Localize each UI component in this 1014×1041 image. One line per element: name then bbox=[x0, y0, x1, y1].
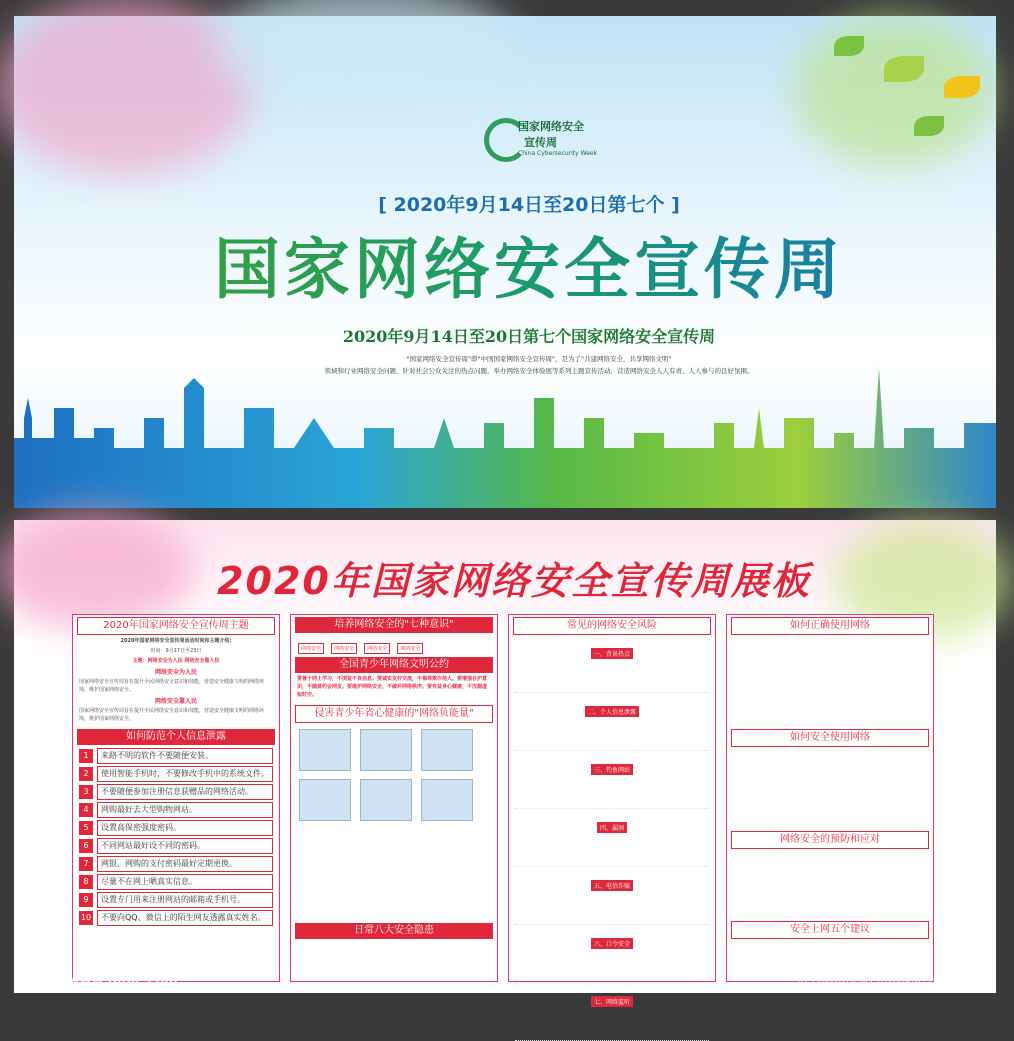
illustration-image bbox=[360, 729, 412, 771]
tip-row bbox=[79, 873, 273, 890]
chip: 网络安全 bbox=[397, 643, 423, 654]
risk-text-block bbox=[515, 1010, 709, 1041]
risk-subheading-label: 六、口令安全 bbox=[591, 938, 633, 949]
risk-subheading bbox=[509, 641, 715, 660]
tip-row bbox=[79, 747, 273, 764]
negative-energy-blocks bbox=[297, 727, 491, 827]
tip-number: 6 bbox=[79, 839, 93, 853]
tip-number: 7 bbox=[79, 857, 93, 871]
tip-row bbox=[79, 855, 273, 872]
tip-text: 设置专门用来注册网站的邮箱或手机号。 bbox=[97, 892, 273, 908]
watercolor-pink bbox=[0, 0, 254, 176]
tip-number: 1 bbox=[79, 749, 93, 763]
theme-paragraph: 国家网络安全宣传周旨在提升全民网络安全意识和技能，营造安全健康文明的网络环境，维护国家网络安全。 bbox=[79, 708, 265, 722]
leaf-icon bbox=[914, 116, 944, 136]
leaf-icon bbox=[944, 76, 980, 98]
risk-text-block bbox=[515, 720, 709, 751]
risk-subheading-label: 七、网络监听 bbox=[591, 996, 633, 1007]
youth-pledge-text: 要善于网上学习，不浏览不良信息。要诚实友好交流，不侮辱欺诈他人。要增强自护意识，不随意约会网友。要维护网络安全，不破坏网络秩序。要有益身心健康，不沉溺虚拟时空。 bbox=[297, 676, 488, 698]
sub-heading: 网络安全靠人民 bbox=[154, 698, 197, 705]
risk-text-block bbox=[515, 662, 709, 693]
chip: 网络安全 bbox=[298, 643, 324, 654]
bottom-banner bbox=[14, 520, 996, 1006]
illustration-image bbox=[421, 729, 473, 771]
usage-text-block bbox=[727, 851, 933, 919]
risk-text-block bbox=[515, 894, 709, 925]
theme-slogan: 主题：网络安全为人民 网络安全靠人民 bbox=[132, 658, 220, 664]
privacy-tips-list bbox=[73, 747, 279, 926]
risk-text-block bbox=[515, 778, 709, 809]
tip-text: 不要向QQ、微信上的陌生网友透露真实姓名。 bbox=[97, 910, 273, 926]
illustration-image bbox=[299, 779, 351, 821]
tip-row bbox=[79, 765, 273, 782]
risk-subheading bbox=[509, 873, 715, 892]
description-line2: 领域和行业网络安全问题，针对社会公众关注的热点问题，举办网络安全体验展等系列主题宣传活动，营造网络安全人人有责、人人参与的良好氛围。 bbox=[324, 367, 754, 375]
risk-subheading bbox=[509, 931, 715, 950]
panel-risks bbox=[508, 614, 716, 1006]
panel-theme-header: 2020年国家网络安全宣传周主题 bbox=[77, 617, 275, 635]
illustration-image bbox=[299, 729, 351, 771]
risk-subheading bbox=[509, 757, 715, 776]
privacy-header: 如何防范个人信息泄露 bbox=[77, 729, 275, 745]
chip-row bbox=[297, 635, 491, 655]
tip-row bbox=[79, 909, 273, 926]
theme-intro: 2020年国家网络安全宣传周活动时间和主题介绍: bbox=[120, 638, 232, 644]
tip-text: 网购最好去大型购物网站。 bbox=[97, 802, 273, 818]
risk-subheading bbox=[509, 815, 715, 834]
usage-text-block bbox=[727, 749, 933, 829]
tip-text: 设置高保密强度密码。 bbox=[97, 820, 273, 836]
tip-text: 使用智能手机时，不要修改手机中的系统文件。 bbox=[97, 766, 273, 782]
sub-heading: 网络安全为人民 bbox=[154, 669, 197, 676]
youth-pledge-header: 全国青少年网络文明公约 bbox=[295, 657, 493, 673]
theme-paragraph: 国家网络安全宣传周旨在提升全民网络安全意识和技能，营造安全健康文明的网络环境，维护国家网络安全。 bbox=[79, 679, 265, 693]
usage-text-block bbox=[727, 637, 933, 727]
logo-english: China Cybersecurity Week bbox=[518, 150, 598, 157]
tip-text: 不同网站最好设不同的密码。 bbox=[97, 838, 273, 854]
main-title: 国家网络安全宣传周 bbox=[134, 216, 924, 311]
tip-row bbox=[79, 783, 273, 800]
watermark: 昵图网 www.nipic.com bbox=[24, 974, 178, 989]
tip-number: 2 bbox=[79, 767, 93, 781]
panel-usage bbox=[726, 614, 934, 982]
seven-awareness-header: 培养网络安全的"七种意识" bbox=[295, 617, 493, 633]
illustration-image bbox=[360, 779, 412, 821]
panel-theme bbox=[72, 614, 280, 982]
risk-text-block bbox=[515, 836, 709, 867]
tip-text: 尽量不在网上晒真实信息。 bbox=[97, 874, 273, 890]
prevention-header: 网络安全的预防和应对 bbox=[731, 831, 929, 849]
tip-number: 4 bbox=[79, 803, 93, 817]
risk-subheading-label: 三、钓鱼网站 bbox=[591, 764, 633, 775]
risk-subheading-label: 一、背景热点 bbox=[591, 648, 633, 659]
tip-number: 8 bbox=[79, 875, 93, 889]
panel-awareness bbox=[290, 614, 498, 982]
board-title: 2020年国家网络安全宣传周展板 bbox=[217, 559, 811, 603]
risk-text-block bbox=[515, 952, 709, 983]
tip-row bbox=[79, 891, 273, 908]
risks-header: 常见的网络安全风险 bbox=[513, 617, 711, 635]
leaf-icon bbox=[884, 56, 924, 82]
risk-subheading bbox=[509, 989, 715, 1008]
risk-subheading-label: 五、电信诈骗 bbox=[591, 880, 633, 891]
five-tips-header: 安全上网五个建议 bbox=[731, 921, 929, 939]
negative-energy-header: 侵害青少年省心健康的"网络负能量" bbox=[295, 705, 493, 723]
tip-row bbox=[79, 837, 273, 854]
tip-text: 网银、网购的支付密码最好定期更换。 bbox=[97, 856, 273, 872]
risk-subheading-label: 二、个人信息泄露 bbox=[585, 706, 639, 717]
week-logo bbox=[484, 112, 598, 172]
safe-use-header: 如何安全使用网络 bbox=[731, 729, 929, 747]
eight-hazards-header: 日常八大安全隐患 bbox=[295, 923, 493, 939]
tip-row bbox=[79, 801, 273, 818]
risks-list bbox=[509, 641, 715, 1041]
tip-number: 5 bbox=[79, 821, 93, 835]
tip-number: 10 bbox=[79, 911, 93, 925]
tip-text: 来路不明的软件不要随便安装。 bbox=[97, 748, 273, 764]
risk-subheading-label: 四、漏洞 bbox=[597, 822, 627, 833]
description-line1: "国家网络安全宣传周"即"中国国家网络安全宣传周"，是为了"共建网络安全，共享网络文明" bbox=[406, 355, 672, 363]
top-banner bbox=[14, 16, 996, 508]
subtitle: 2020年9月14日至20日第七个国家网络安全宣传周 bbox=[342, 327, 716, 346]
logo-line2: 宣传周 bbox=[524, 136, 557, 149]
use-network-header: 如何正确使用网络 bbox=[731, 617, 929, 635]
leaf-icon bbox=[834, 36, 864, 56]
date-bracket-title: [ 2020年9月14日至20日第七个 ] bbox=[378, 194, 680, 216]
tip-number: 9 bbox=[79, 893, 93, 907]
tip-number: 3 bbox=[79, 785, 93, 799]
logo-line1: 国家网络安全 bbox=[518, 120, 584, 133]
tip-text: 不要随便参加注册信息获赠品的网络活动。 bbox=[97, 784, 273, 800]
id-watermark: ID:27682014 NO:20200914215252683000 bbox=[797, 977, 990, 987]
theme-time: 时间：9月17日至23日 bbox=[150, 648, 202, 654]
risk-subheading bbox=[509, 699, 715, 718]
city-skyline bbox=[14, 378, 996, 508]
illustration-image bbox=[421, 779, 473, 821]
watercolor-blue bbox=[214, 0, 514, 106]
chip: 网络安全 bbox=[331, 643, 357, 654]
tip-row bbox=[79, 819, 273, 836]
chip: 网络安全 bbox=[364, 643, 390, 654]
